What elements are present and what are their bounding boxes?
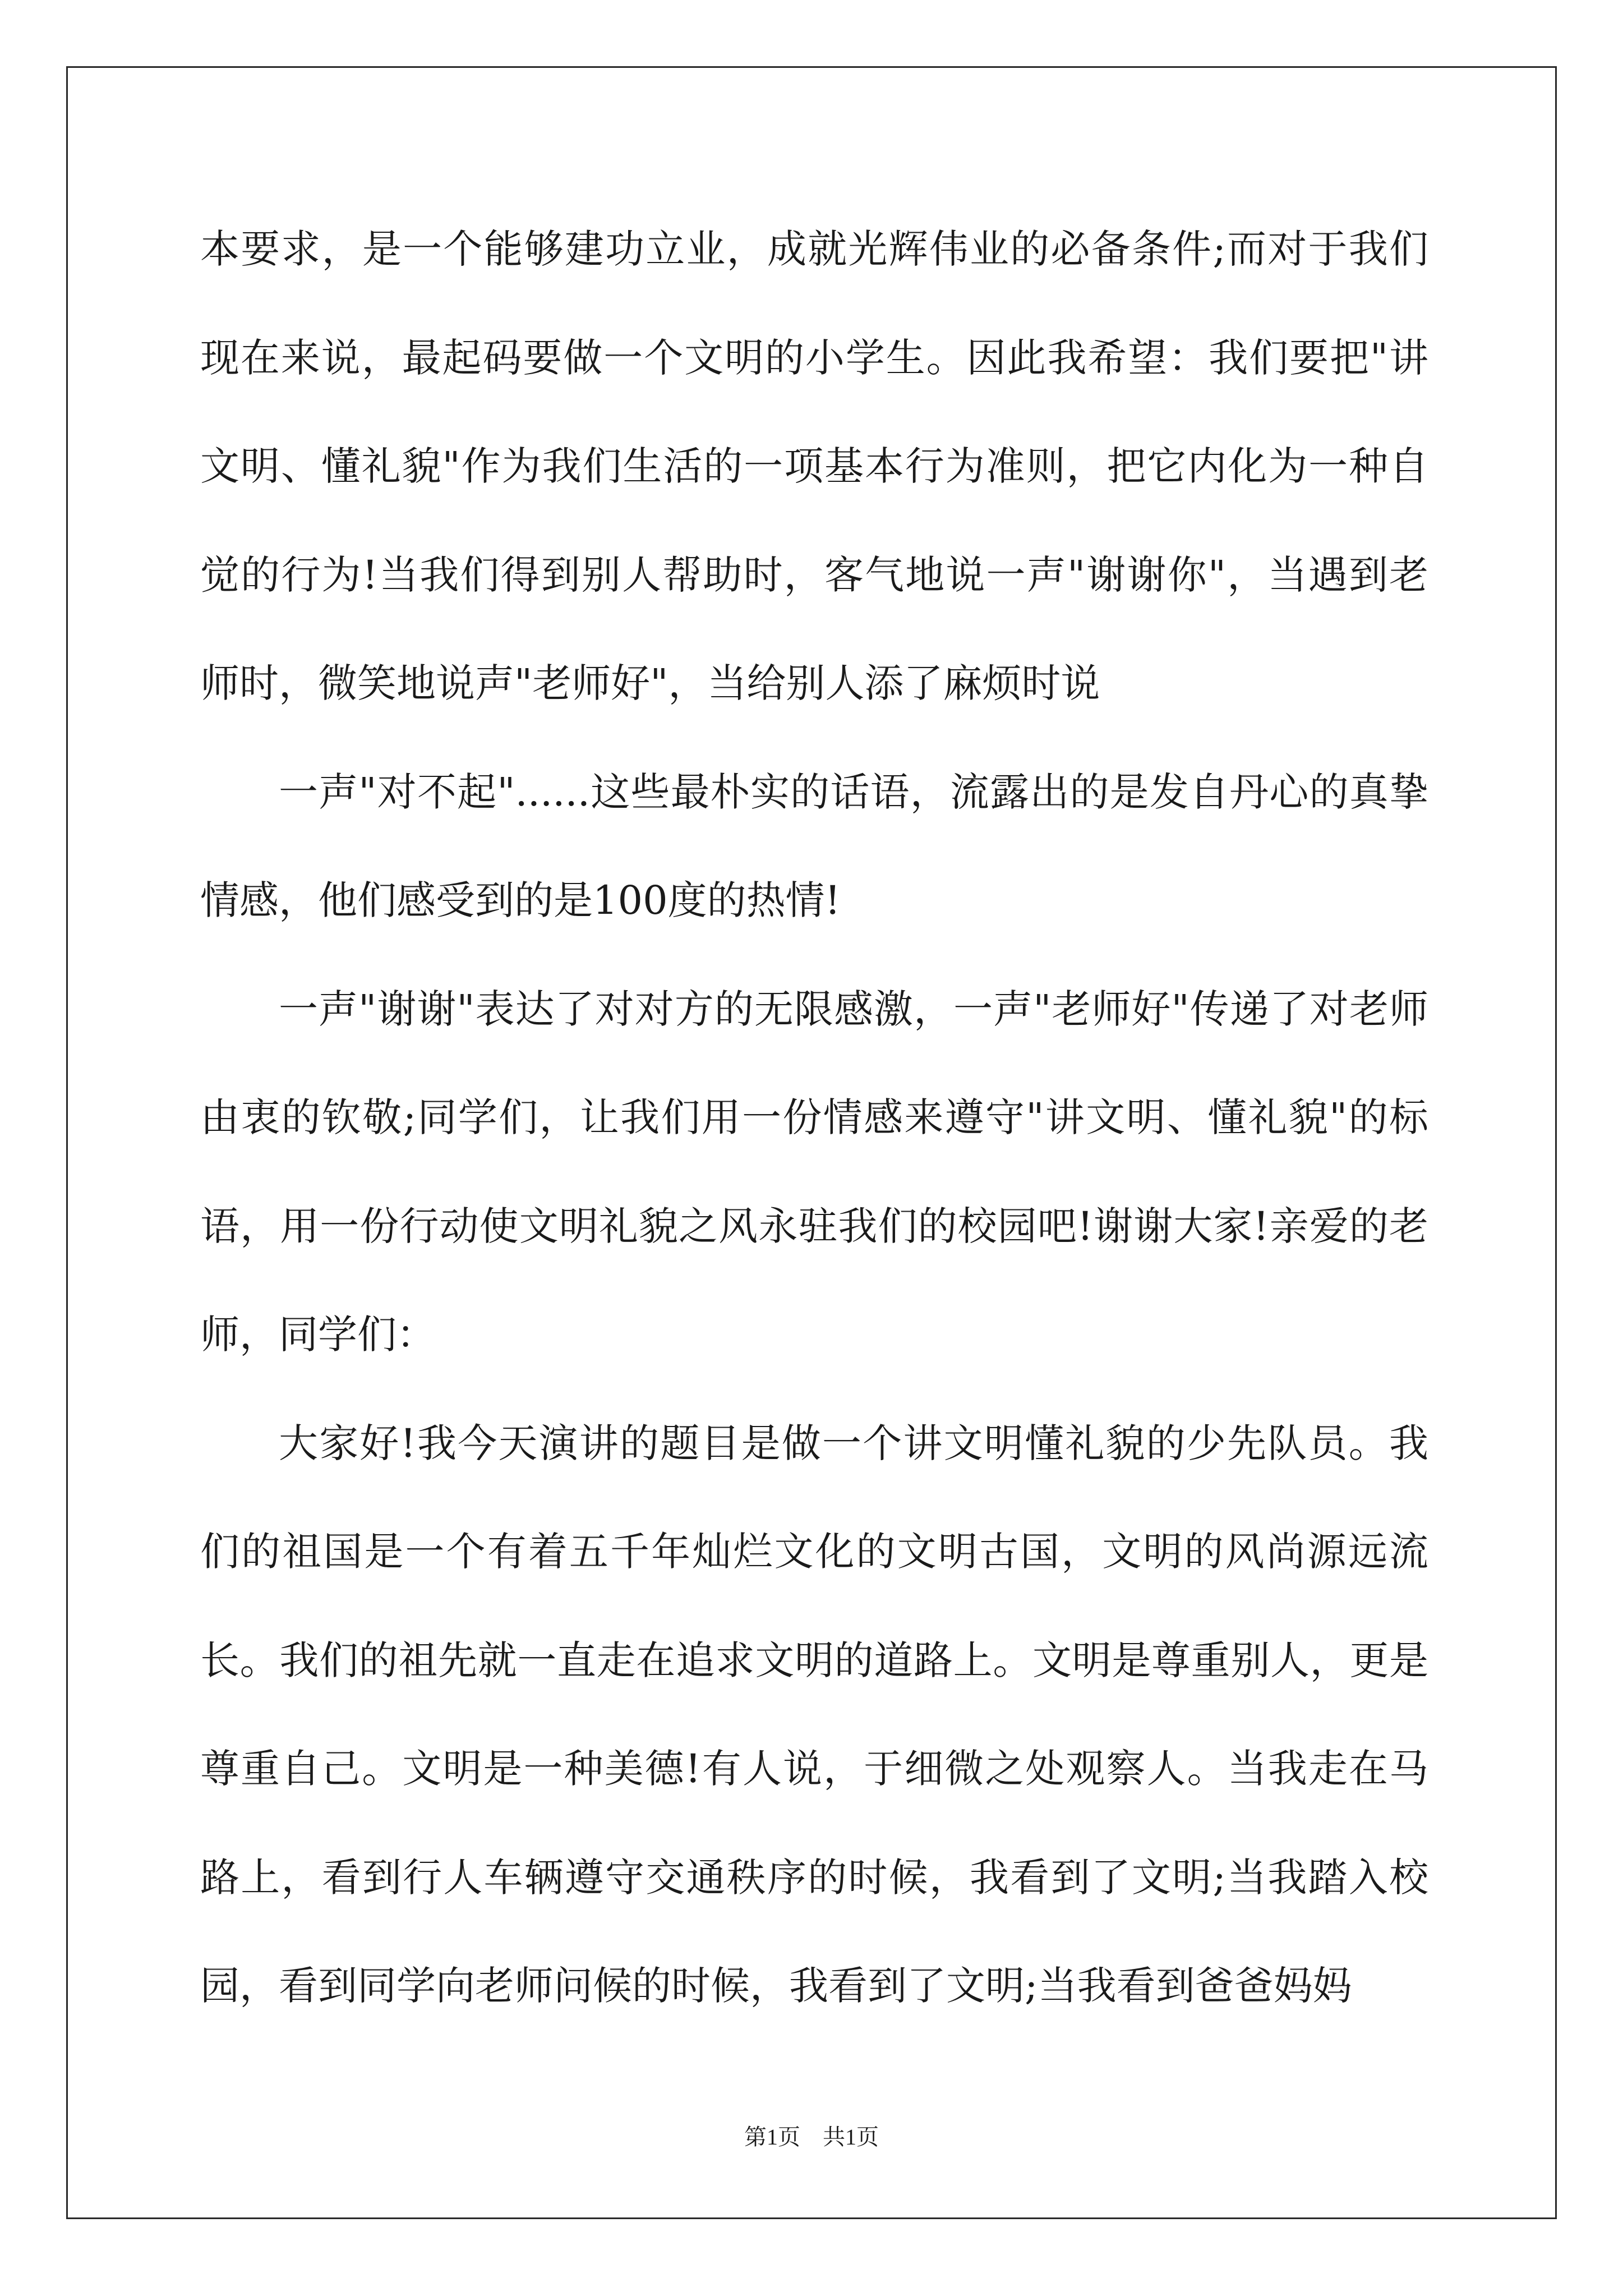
document-body (200, 195, 1428, 2041)
paragraph-3: 一声"谢谢"表达了对对方的无限感激，一声"老师好"传递了对老师由衷的钦敬;同学们，让我们用一份情感来遵守"讲文明、懂礼貌"的标语，用一份行动使文明礼貌之风永驻我们的校园吧!谢谢大家!亲爱的老师，同学们： (200, 986, 1428, 1358)
page-number-footer: 第1页 共1页 (744, 2124, 879, 2150)
paragraph-2: 一声"对不起"......这些最朴实的话语，流露出的是发自丹心的真挚情感，他们感受到的是100度的热情! (200, 769, 1428, 923)
paragraph-4: 大家好!我今天演讲的题目是做一个讲文明懂礼貌的少先队员。我们的祖国是一个有着五千年灿烂文化的文明古国，文明的风尚源远流长。我们的祖先就一直走在追求文明的道路上。文明是尊重别人，更是尊重自己。文明是一种美德!有人说，于细微之处观察人。当我走在马路上，看到行人车辆遵守交通秩序的时候，我看到了文明;当我踏入校园，看到同学向老师问候的时候，我看到了文明;当我看到爸爸妈妈 (200, 1420, 1428, 2009)
paragraph-1: 本要求，是一个能够建功立业，成就光辉伟业的必备条件;而对于我们现在来说，最起码要做一个文明的小学生。因此我希望：我们要把"讲文明、懂礼貌"作为我们生活的一项基本行为准则，把它内化为一种自觉的行为!当我们得到别人帮助时，客气地说一声"谢谢你"，当遇到老师时，微笑地说声"老师好"，当给别人添了麻烦时说 (200, 226, 1428, 706)
